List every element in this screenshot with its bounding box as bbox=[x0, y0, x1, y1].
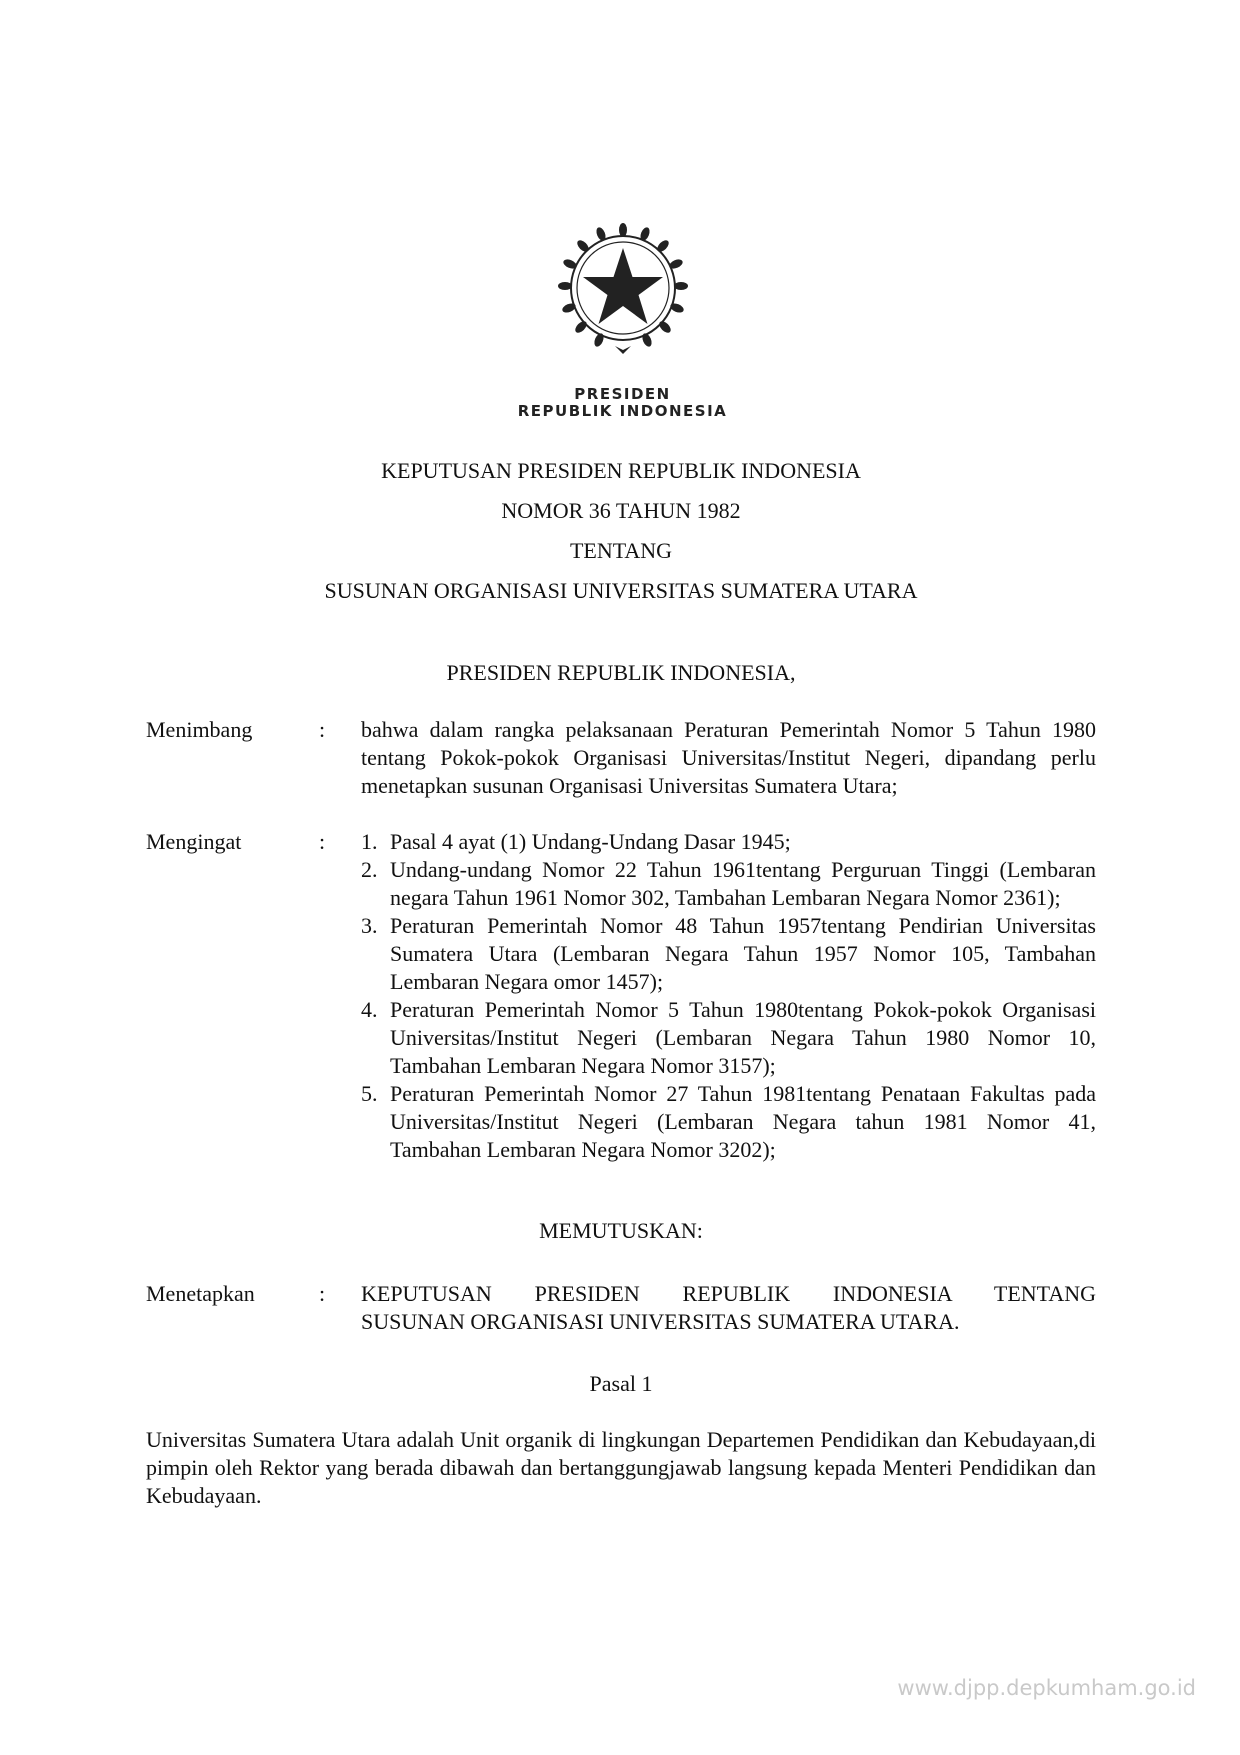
menetapkan-label: Menetapkan bbox=[146, 1281, 255, 1306]
list-item-number: 5. bbox=[361, 1081, 378, 1106]
menimbang-text bbox=[361, 716, 1096, 800]
menimbang-paragraph: bahwa dalam rangka pelaksanaan Peraturan Pemerintah Nomor 5 Tahun 1980 tentang Pokok-pokok Organisasi Universitas/Institut Negeri, dipandang perlu menetapkan susunan Organisasi Universitas Sumatera Utara; bbox=[361, 717, 1096, 798]
list-item-text: Peraturan Pemerintah Nomor 27 Tahun 1981tentang Penataan Fakultas pada Universitas/Institut Negeri (Lembaran Negara tahun 1981 Nomor 41, Tambahan Lembaran Negara Nomor 3202); bbox=[390, 1081, 1096, 1162]
mengingat-colon: : bbox=[319, 829, 326, 854]
emblem-caption-line2: REPUBLIK INDONESIA bbox=[517, 402, 728, 420]
list-item-text: Pasal 4 ayat (1) Undang-Undang Dasar 1945; bbox=[390, 829, 791, 854]
watermark-url: www.djpp.depkumham.go.id bbox=[897, 1676, 1196, 1700]
decree-title: KEPUTUSAN PRESIDEN REPUBLIK INDONESIA bbox=[381, 458, 861, 483]
emblem-caption-line1: PRESIDEN bbox=[574, 385, 671, 403]
presidential-emblem-icon bbox=[555, 222, 691, 358]
list-item-text: Peraturan Pemerintah Nomor 5 Tahun 1980tentang Pokok-pokok Organisasi Universitas/Institut Negeri (Lembaran Negara Tahun 1980 Nomor 10, Tambahan Lembaran Negara Nomor 3157); bbox=[390, 997, 1096, 1078]
pasal-1-text: Universitas Sumatera Utara adalah Unit organik di lingkungan Departemen Pendidikan dan Kebudayaan,di pimpin oleh Rektor yang berada dibawah dan bertanggungjawab langsung kepada Menteri Pendidikan dan Kebudayaan. bbox=[146, 1427, 1096, 1508]
menimbang-label: Menimbang bbox=[146, 717, 253, 742]
mengingat-list bbox=[361, 828, 1096, 1164]
menetapkan-text bbox=[361, 1280, 1096, 1336]
decree-subject: SUSUNAN ORGANISASI UNIVERSITAS SUMATERA UTARA bbox=[324, 578, 918, 603]
mengingat-label: Mengingat bbox=[146, 829, 242, 854]
list-item bbox=[361, 996, 1096, 1080]
list-item-number: 2. bbox=[361, 857, 378, 882]
issuer-heading: PRESIDEN REPUBLIK INDONESIA, bbox=[446, 660, 796, 685]
menimbang-colon: : bbox=[319, 717, 326, 742]
decree-number: NOMOR 36 TAHUN 1982 bbox=[501, 498, 741, 523]
pasal-1-heading: Pasal 1 bbox=[589, 1371, 653, 1396]
menetapkan-line2: SUSUNAN ORGANISASI UNIVERSITAS SUMATERA UTARA. bbox=[361, 1309, 960, 1334]
list-item bbox=[361, 912, 1096, 996]
list-item-text: Undang-undang Nomor 22 Tahun 1961tentang Perguruan Tinggi (Lembaran negara Tahun 1961 Nomor 302, Tambahan Lembaran Negara Nomor 2361); bbox=[390, 857, 1096, 910]
decree-tentang: TENTANG bbox=[569, 538, 673, 563]
list-item bbox=[361, 856, 1096, 912]
list-item-number: 1. bbox=[361, 829, 378, 854]
list-item-number: 3. bbox=[361, 913, 378, 938]
menetapkan-line1: KEPUTUSAN PRESIDEN REPUBLIK INDONESIA TENTANG bbox=[361, 1281, 1096, 1306]
list-item bbox=[361, 1080, 1096, 1164]
menetapkan-colon: : bbox=[319, 1281, 326, 1306]
list-item-number: 4. bbox=[361, 997, 378, 1022]
list-item-text: Peraturan Pemerintah Nomor 48 Tahun 1957tentang Pendirian Universitas Sumatera Utara (Lembaran Negara Tahun 1957 Nomor 105, Tambahan Lembaran Negara omor 1457); bbox=[390, 913, 1096, 994]
emblem-caption bbox=[480, 386, 765, 420]
memutuskan-heading: MEMUTUSKAN: bbox=[539, 1218, 703, 1243]
list-item bbox=[361, 828, 1096, 856]
